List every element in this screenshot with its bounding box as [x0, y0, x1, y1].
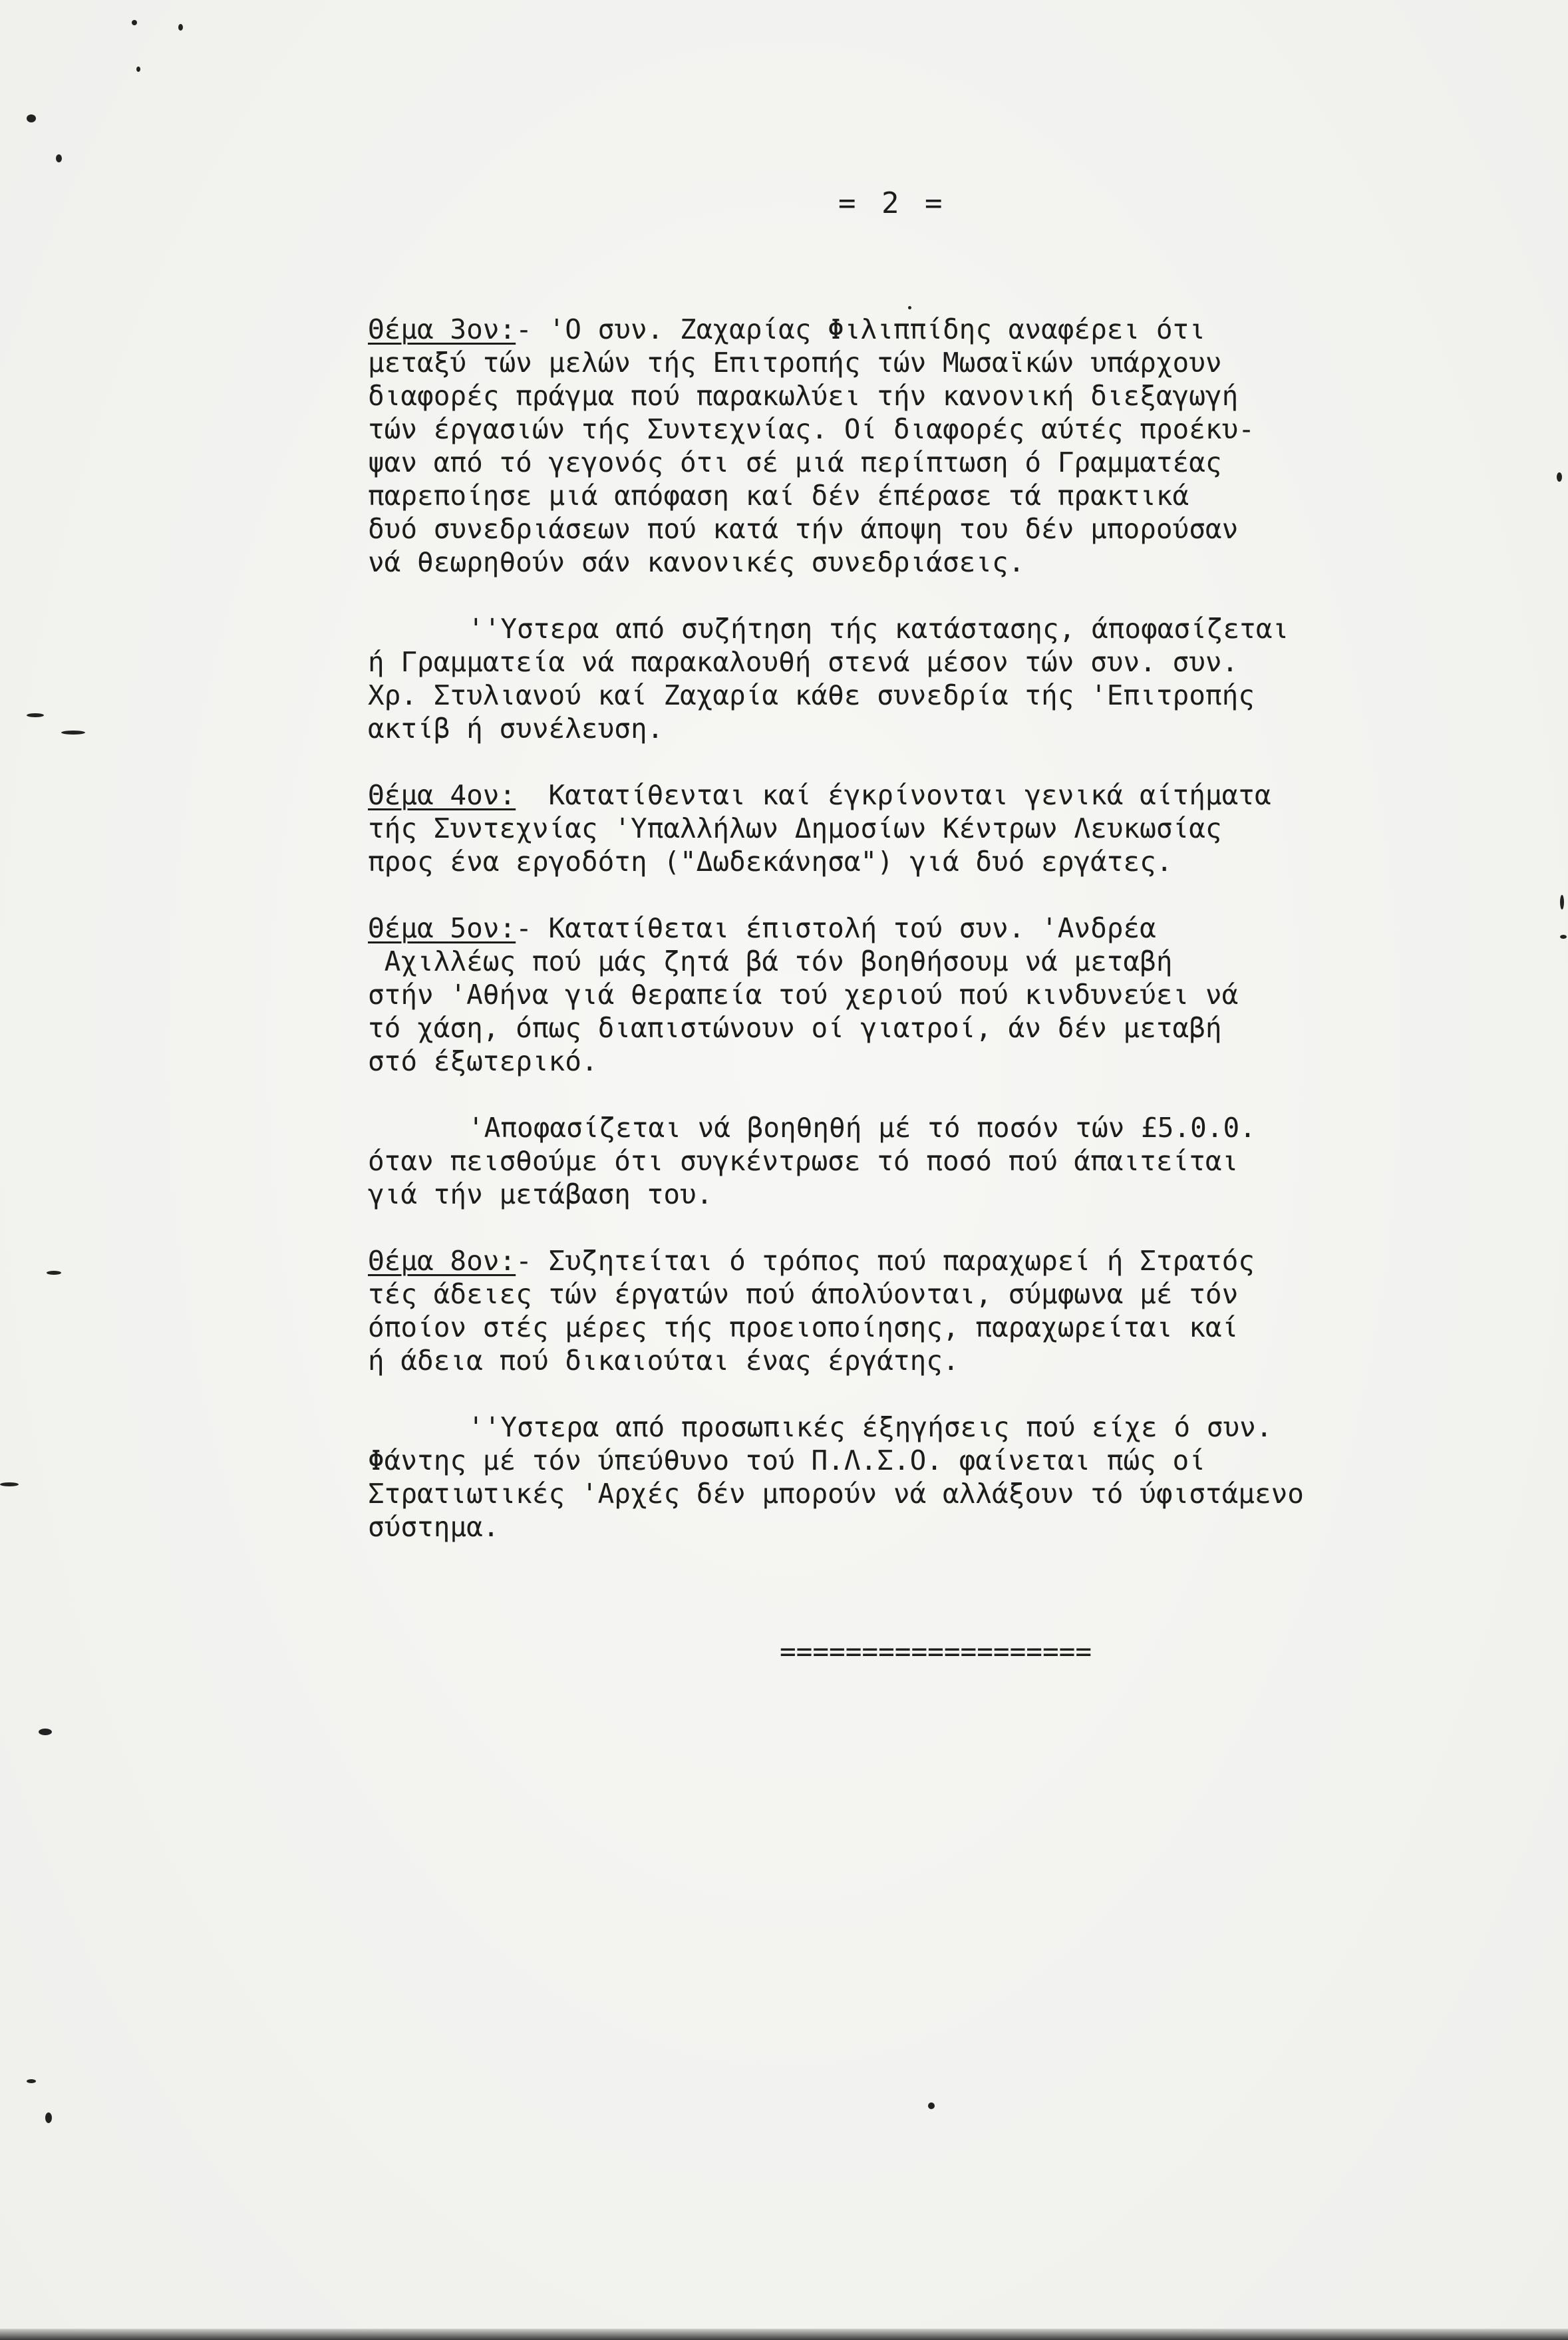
- scan-speck: [27, 2079, 36, 2083]
- text-line: στό έξωτερικό.: [368, 1045, 598, 1077]
- text-line: διαφορές πράγμα πού παρακωλύει τήν κανονική διεξαγωγή: [368, 380, 1239, 412]
- scan-speck: [27, 114, 36, 122]
- scan-speck: [47, 1271, 61, 1275]
- text-line: ψαν από τό γεγονός ότι σέ μιά περίπτωση ό Γραμματέας: [368, 446, 1222, 478]
- text-line: Αχιλλέως πού μάς ζητά βά τόν βοηθήσουμ νά μεταβή: [368, 945, 1173, 977]
- text-line: στήν 'Αθήνα γιά θεραπεία τού χεριού πού κινδυνεύει νά: [368, 979, 1239, 1011]
- text-line: μεταξύ τών μελών τής Επιτροπής τών Μωσαϊκών υπάρχουν: [368, 347, 1222, 379]
- scan-speck: [136, 67, 140, 72]
- text-line: γιά τήν μετάβαση του.: [368, 1178, 713, 1210]
- text-line: ή άδεια πού δικαιούται ένας έργάτης.: [368, 1345, 959, 1377]
- topic-heading: Θέμα 5ον:: [368, 912, 516, 944]
- scan-speck: [61, 731, 85, 735]
- topic-heading: Θέμα 4ον:: [368, 779, 516, 811]
- text-line: τές άδειες τών έργατών πού άπολύονται, σύμφωνα μέ τόν: [368, 1278, 1239, 1310]
- text-line: Χρ. Στυλιανού καί Ζαχαρία κάθε συνεδρία τής 'Επιτροπής: [368, 679, 1255, 711]
- paragraph-decision-5: [368, 1111, 1532, 1211]
- text-line: ''Υστερα από προσωπικές έξηγήσεις πού είχε ό συν.: [468, 1411, 1273, 1443]
- text-line: τών έργασιών τής Συντεχνίας. Οί διαφορές αύτές προέκυ-: [368, 413, 1255, 445]
- text-line: παρεποίησε μιά απόφαση καί δέν έπέρασε τά πρακτικά: [368, 480, 1189, 512]
- text-line: - Κατατίθεται έπιστολή τού συν. 'Ανδρέα: [516, 912, 1156, 944]
- text-line: 'Αποφασίζεται νά βοηθηθή μέ τό ποσόν τών £5.0.0.: [468, 1112, 1256, 1144]
- text-line: ακτίβ ή συνέλευση.: [368, 713, 664, 745]
- paragraph-topic-3: [368, 313, 1532, 579]
- scan-speck: [178, 24, 183, 31]
- scan-speck: [1560, 895, 1564, 910]
- scan-speck: [39, 1729, 52, 1735]
- scan-speck: [1557, 472, 1562, 482]
- scan-speck: [27, 713, 44, 717]
- paragraph-topic-4: [368, 778, 1532, 878]
- text-line: τής Συντεχνίας 'Υπαλλήλων Δημοσίων Κέντρων Λευκωσίας: [368, 812, 1222, 844]
- paragraph-topic-8: [368, 1244, 1532, 1377]
- document-body: [368, 313, 1532, 1577]
- scan-speck: [56, 154, 62, 162]
- scan-speck: [928, 2102, 935, 2109]
- text-line: σύστημα.: [368, 1511, 500, 1543]
- text-line: Φάντης μέ τόν ύπεύθυνο τού Π.Λ.Σ.Ο. φαίνεται πώς οί: [368, 1444, 1205, 1476]
- topic-heading: Θέμα 3ον:: [368, 313, 516, 345]
- end-rule: ===================: [780, 1635, 1092, 1667]
- text-line: δυό συνεδριάσεων πού κατά τήν άποψη του δέν μπορούσαν: [368, 513, 1239, 545]
- text-line: όταν πεισθούμε ότι συγκέντρωσε τό ποσό πού άπαιτείται: [368, 1145, 1239, 1177]
- text-line: όποίον στές μέρες τής προειοποίησης, παραχωρείται καί: [368, 1311, 1239, 1343]
- text-line: Κατατίθενται καί έγκρίνονται γενικά αίτήματα: [516, 779, 1271, 811]
- text-line: ''Υστερα από συζήτηση τής κατάστασης, άποφασίζεται: [468, 613, 1289, 645]
- scan-speck: [132, 20, 137, 25]
- scan-speck: [1560, 935, 1567, 939]
- text-line: Στρατιωτικές 'Αρχές δέν μπορούν νά αλλάξουν τό ύφιστάμενο: [368, 1478, 1304, 1510]
- text-line: νά θεωρηθούν σάν κανονικές συνεδριάσεις.: [368, 546, 1025, 578]
- topic-heading: Θέμα 8ον:: [368, 1245, 516, 1277]
- text-line: - Συζητείται ό τρόπος πού παραχωρεί ή Στρατός: [516, 1245, 1255, 1277]
- scan-speck: [0, 1482, 19, 1486]
- scan-bottom-edge: [0, 2329, 1568, 2340]
- paragraph-topic-5: [368, 912, 1532, 1078]
- paragraph-decision-8: [368, 1411, 1532, 1544]
- scan-speck: [45, 2112, 52, 2123]
- scan-speck: [908, 306, 911, 309]
- text-line: ή Γραμματεία νά παρακαλουθή στενά μέσον τών συν. συν.: [368, 646, 1239, 678]
- page-number: = 2 =: [838, 186, 947, 220]
- text-line: τό χάση, όπως διαπιστώνουν οί γιατροί, άν δέν μεταβή: [368, 1012, 1222, 1044]
- paragraph-decision-3: [368, 612, 1532, 745]
- text-line: προς ένα εργοδότη ("Δωδεκάνησα") γιά δυό εργάτες.: [368, 846, 1173, 878]
- text-line: - 'Ο συν. Ζαχαρίας Φιλιππίδης αναφέρει ότι: [516, 313, 1205, 345]
